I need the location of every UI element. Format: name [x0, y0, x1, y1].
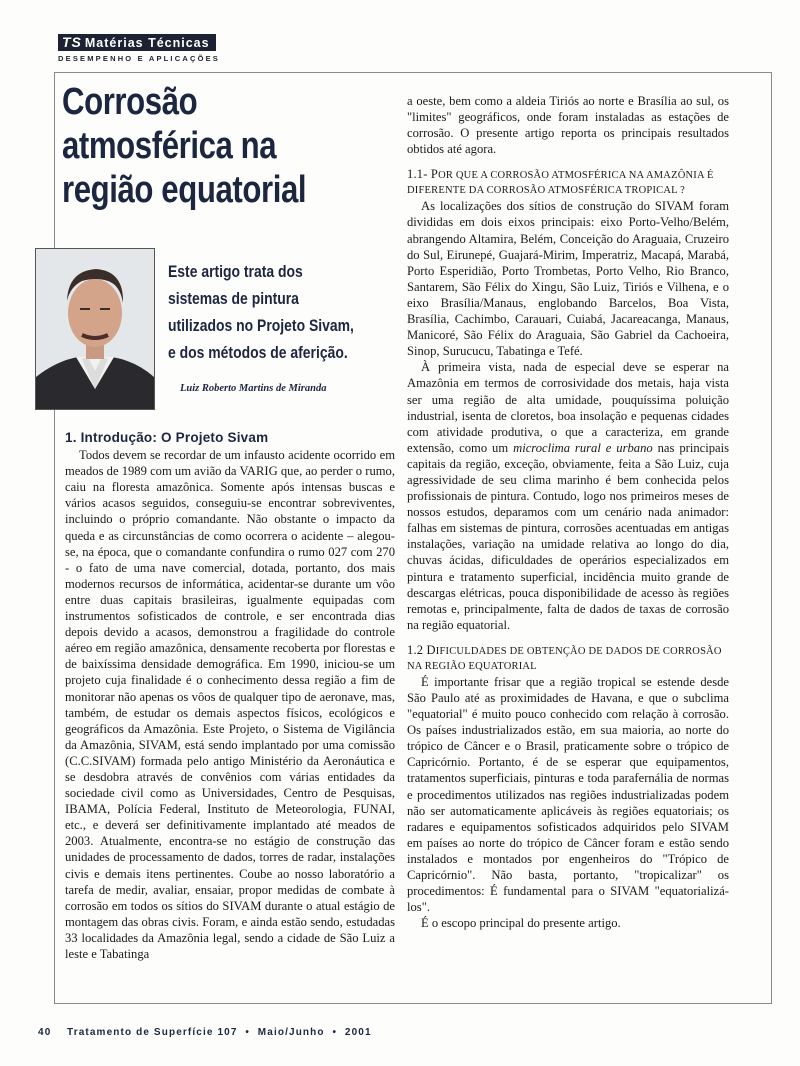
subheading-1-2-lead: 1.2 D: [407, 642, 436, 657]
portrait-image: [36, 249, 154, 409]
subheading-1-1-lead: 1.1- P: [407, 167, 439, 182]
paragraph-1-1-b-start: À primeira vista, nada de especial deve se esperar na Amazônia em termos de corrosividade dos metais, haja vista ser uma região de alta umidade, pouquíssima poluição industrial, isenta de cloretos, boa insolação e pequenas cidades com atividade produtiva, o que a caracteriza, em grande extensão, como um: [407, 360, 729, 455]
section-subtitle: DESEMPENHO E APLICAÇÕES: [58, 54, 221, 63]
continued-paragraph: a oeste, bem como a aldeia Tiriós ao norte e Brasília ao sul, os "limites" geográficos, onde foram instaladas as estações de corrosão. O presente artigo reporta os principais resultados obtidos até agora.: [407, 94, 729, 157]
left-column: [65, 430, 395, 962]
section-header: [58, 34, 220, 63]
section-tag: [58, 34, 216, 51]
right-column: [407, 93, 729, 931]
paragraph-1-2-a: É importante frisar que a região tropical se estende desde São Paulo até as proximidades de Havana, e que o subclima "equatorial" é muito pouco conhecido com relação à corrosão. Os países industrializados estão, em sua maioria, ao norte do trópico de Câncer e o Brasil, praticamente sobre o trópico de Capricórnio. Portanto, é de se esperar que equipamentos, tratamentos superficiais, pinturas e toda parafernália de normas e procedimentos utilizados nas regiões industrializadas podem não ser automaticamente aplicáveis às regiões equatoriais; os radares e equipamentos sofisticados adquiridos pelo SIVAM em países ao norte do trópico de Câncer foram e estão sendo instalados e montados por engenheiros do "Trópico de Capricórnio". Não basta, portanto, "tropicalizar" os procedimentos: É fundamental para o SIVAM "equatorializá-los".: [407, 674, 729, 915]
article-title: Corrosão atmosférica na região equatorial: [62, 81, 307, 211]
section-label: Matérias Técnicas: [84, 36, 210, 50]
author-name: Luiz Roberto Martins de Miranda: [180, 383, 327, 394]
emphasis-microclima: microclima rural e urbano: [513, 440, 653, 455]
subheading-1-2-text: IFICULDADES DE OBTENÇÃO DE DADOS DE CORROSÃO NA REGIÃO EQUATORIAL: [407, 645, 722, 672]
subheading-1-1-text: OR QUE A CORROSÃO ATMOSFÉRICA NA AMAZÔNIA É DIFERENTE DA CORROSÃO ATMOSFÉRICA TROPICAL ?: [407, 170, 714, 197]
magazine-logo: TS: [62, 34, 82, 50]
section-heading-intro: 1. Introdução: O Projeto Sivam: [65, 430, 269, 445]
intro-paragraph: Todos devem se recordar de um infausto acidente ocorrido em meados de 1989 com um avião da VARIG que, ao perder o rumo, caiu na floresta amazônica. Somente após intensas buscas e vários acasos seguidos, conseguiu-se encontrar sobreviventes, incluindo o próprio comandante. Não obstante o impacto da queda e as circunstâncias de como ocorrera o acidente – alegou-se, na época, que o comandante confundira o rumo 027 com 270 - o fato de uma nave comercial, dotada, portanto, dos mais modernos recursos de informática, acidentar-se durante um vôo entre duas capitais brasileiras, igualmente equipadas com instrumentos sofisticados de controle, e ser encontrada dias depois devido a acasos, demonstrou a fragilidade do controle aéreo em região amazônica, densamente recoberta por florestas e de baixíssima densidade demográfica. Em 1990, iniciou-se um projeto cuja finalidade é o conhecimento dessa região a fim de monitorar não apenas os vôos de qualquer tipo de aeronave, mas, também, de estudar os demais aspectos físicos, ecológicos e geográficos da Amazônia. Este Projeto, o Sistema de Vigilância da Amazônia, SIVAM, está sendo implantado por uma comissão (C.C.SIVAM) formada pelo antigo Ministério da Aeronáutica e se desdobra através de convênios com várias entidades da sociedade civil como as Universidades, Centro de Pesquisas, IBAMA, Polícia Federal, Instituto de Meteorologia, FUNAI, etc., e deverá ser definitivamente implantado até meados de 2003. Atualmente, encontra-se no estágio de construção das unidades de processamento de dados, torres de radar, instalações civis e demais itens pertinentes. Coube ao nosso laboratório a tarefa de medir, avaliar, ensaiar, propor medidas de combate à corrosão em todos os sítios do SIVAM durante o atual estágio de montagem das obras civis. Foram, e ainda estão sendo, estudadas 33 localidades da Amazônia legal, sendo a cidade de São Luiz a leste e Tabatinga: [65, 448, 395, 961]
paragraph-1-1-b-end: nas principais capitais da região, exceção, obviamente, feita a São Luiz, cuja agressividade de seu clima marinho é bem conhecida pelos profissionais de pintura. Contudo, logo nos primeiros meses de nossos estudos, deparamos com um cenário nada animador: falhas em sistemas de pintura, corrosões acentuadas em antigas instalações, variação na umidade relativa ao longo do dia, chuvas ácidas, dificuldades de operários especializados em pintura e tratamento superficial, incidência muito grande de descargas elétricas, pouca disponibilidade de acesso às regiões remotas e, principalmente, falta de dados de taxas de corrosão na região equatorial.: [407, 440, 729, 632]
page-footer: 40 Tratamento de Superfície 107 • Maio/Junho • 2001: [38, 1026, 372, 1038]
author-photo: [35, 248, 155, 410]
subheading-1-1: [407, 167, 729, 198]
article-lede: Este artigo trata dos sistemas de pintura utilizados no Projeto Sivam, e dos métodos de aferição.: [168, 262, 354, 362]
subheading-1-2: [407, 643, 729, 674]
paragraph-1-1-b: [407, 359, 729, 633]
paragraph-1-1-a: As localizações dos sítios de construção do SIVAM foram divididas em dois eixos principais: eixo Porto-Velho/Belém, abrangendo Altamira, Belém, Conceição do Araguaia, Cruzeiro do Sul, Eirunepé, Guajará-Mirim, Imperatriz, Macapá, Marabá, Porto Esperidião, Porto Trombetas, Porto Velho, Rio Branco, Santarem, São Félix do Xingu, São Luiz, Tiriós e Vilhena, e o eixo Brasília/Manaus, englobando Barcelos, Boa Vista, Brasília, Cachimbo, Carauari, Cuiabá, Jacareacanga, Manaus, Manicoré, São Félix do Araguaia, São Gabriel da Cachoeira, Sinop, Surucucu, Tabatinga e Tefé.: [407, 199, 729, 359]
paragraph-1-2-b: É o escopo principal do presente artigo.: [421, 916, 621, 931]
